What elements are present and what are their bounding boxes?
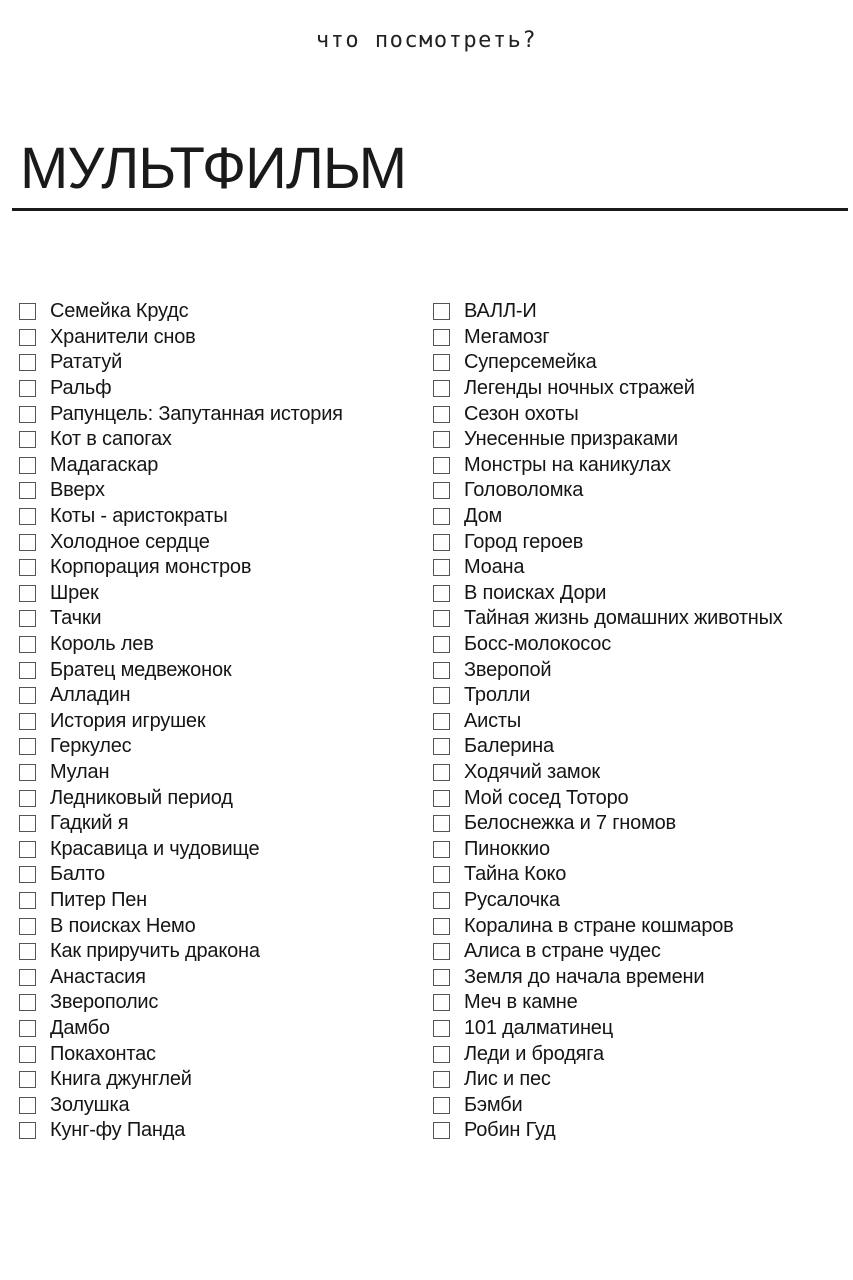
checklist-item-label: Корпорация монстров [50, 556, 252, 579]
checklist-item-label: ВАЛЛ-И [464, 300, 537, 323]
checklist-item-label: Как приручить дракона [50, 940, 260, 963]
checkbox[interactable] [433, 559, 450, 576]
checkbox[interactable] [19, 918, 36, 935]
checklist-item-label: Леди и бродяга [464, 1042, 604, 1065]
checklist-item-label: Сезон охоты [464, 402, 579, 425]
checklist-item-label: В поисках Немо [50, 914, 196, 937]
checklist-item-label: Дамбо [50, 1016, 110, 1039]
checkbox[interactable] [19, 585, 36, 602]
checklist-item[interactable] [433, 350, 783, 376]
checkbox[interactable] [433, 866, 450, 883]
checkbox[interactable] [433, 380, 450, 397]
checklist-item-label: Земля до начала времени [464, 965, 705, 988]
checkbox[interactable] [433, 815, 450, 832]
checklist-item[interactable] [433, 632, 783, 658]
checkbox[interactable] [19, 713, 36, 730]
checkbox[interactable] [433, 1097, 450, 1114]
checklist-item[interactable] [433, 913, 783, 939]
checkbox[interactable] [433, 636, 450, 653]
checklist-item-label: Покахонтас [50, 1042, 156, 1065]
checklist-item-label: Балто [50, 863, 105, 886]
checklist-item-label: Питер Пен [50, 888, 148, 911]
checkbox[interactable] [19, 610, 36, 627]
checkbox[interactable] [19, 508, 36, 525]
checkbox[interactable] [19, 764, 36, 781]
checklist-item-label: Рататуй [50, 351, 123, 374]
checkbox[interactable] [19, 431, 36, 448]
checklist-item-label: Анастасия [50, 965, 146, 988]
checklist-item-label: Ходячий замок [464, 760, 600, 783]
checkbox[interactable] [19, 994, 36, 1011]
checklist-item[interactable] [19, 581, 343, 607]
checklist-item-label: Легенды ночных стражей [464, 377, 695, 400]
checklist-item-label: Хранители снов [50, 325, 196, 348]
checkbox[interactable] [19, 687, 36, 704]
checkbox[interactable] [433, 969, 450, 986]
checklist-item[interactable] [433, 990, 783, 1016]
checklist-item[interactable] [19, 1067, 343, 1093]
checklist-item[interactable] [19, 325, 343, 351]
checklist-item-label: Алиса в стране чудес [464, 940, 661, 963]
checkbox[interactable] [433, 1122, 450, 1139]
checklist-item[interactable] [433, 760, 783, 786]
checkbox[interactable] [19, 380, 36, 397]
checklist-item[interactable] [433, 427, 783, 453]
page-subtitle: что посмотреть? [315, 28, 538, 53]
checklist-item-label: Белоснежка и 7 гномов [464, 812, 676, 835]
checklist-item[interactable] [19, 1016, 343, 1042]
checklist-item[interactable] [433, 862, 783, 888]
checklist-item[interactable] [433, 811, 783, 837]
checklist-item[interactable] [19, 504, 343, 530]
checklist-item[interactable] [433, 683, 783, 709]
checklist-item[interactable] [433, 581, 783, 607]
checklist-item-label: В поисках Дори [464, 581, 607, 604]
checkbox[interactable] [433, 610, 450, 627]
checklist-item[interactable] [19, 350, 343, 376]
checklist-item[interactable] [433, 888, 783, 914]
checklist-item-label: Лис и пес [464, 1068, 551, 1091]
checkbox[interactable] [433, 790, 450, 807]
checkbox[interactable] [19, 815, 36, 832]
checkbox[interactable] [19, 841, 36, 858]
checklist-item[interactable] [433, 325, 783, 351]
checkbox[interactable] [19, 892, 36, 909]
checklist-item-label: Балерина [464, 735, 554, 758]
checklist-item-label: Книга джунглей [50, 1068, 192, 1091]
checklist-item-label: Тачки [50, 607, 102, 630]
checklist-item[interactable] [19, 555, 343, 581]
checklist-item-label: Робин Гуд [464, 1119, 556, 1142]
checkbox[interactable] [433, 534, 450, 551]
checklist-item[interactable] [433, 606, 783, 632]
checklist-item[interactable] [19, 632, 343, 658]
checklist-item[interactable] [19, 709, 343, 735]
checkbox[interactable] [433, 482, 450, 499]
checkbox[interactable] [433, 585, 450, 602]
checklist-item[interactable] [19, 529, 343, 555]
checklist-item-label: Гадкий я [50, 812, 129, 835]
checklist-item[interactable] [433, 504, 783, 530]
checklist-item[interactable] [19, 683, 343, 709]
checklist-item[interactable] [19, 888, 343, 914]
checklist-item-label: Головоломка [464, 479, 584, 502]
checkbox[interactable] [433, 1071, 450, 1088]
checklist-item[interactable] [19, 478, 343, 504]
checklist-item[interactable] [19, 964, 343, 990]
checklist-item[interactable] [433, 529, 783, 555]
checklist-item[interactable] [433, 734, 783, 760]
checkbox[interactable] [19, 1020, 36, 1037]
checklist-item[interactable] [19, 939, 343, 965]
checklist-item-label: Семейка Крудс [50, 300, 189, 323]
checklist-item[interactable] [433, 1016, 783, 1042]
checklist-item-label: Коты - аристократы [50, 505, 228, 528]
checkbox[interactable] [19, 559, 36, 576]
checklist-item-label: Холодное сердце [50, 530, 210, 553]
checklist-item-label: Моана [464, 556, 525, 579]
checkbox[interactable] [433, 713, 450, 730]
checklist-item-label: Аисты [464, 709, 522, 732]
checkbox[interactable] [433, 1046, 450, 1063]
checkbox[interactable] [433, 508, 450, 525]
checkbox[interactable] [433, 354, 450, 371]
checklist-item-label: Мегамозг [464, 325, 550, 348]
checkbox[interactable] [433, 406, 450, 423]
checklist-item-label: Мадагаскар [50, 453, 159, 476]
checklist-item[interactable] [19, 1041, 343, 1067]
checklist-item[interactable] [433, 939, 783, 965]
checklist-item-label: Зверопой [464, 658, 552, 681]
checklist-item-label: Красавица и чудовище [50, 837, 260, 860]
checklist-item-label: Ледниковый период [50, 786, 233, 809]
checklist-item-label: Тайная жизнь домашних животных [464, 607, 783, 630]
checkbox[interactable] [19, 738, 36, 755]
checklist-item[interactable] [19, 401, 343, 427]
checklist-item[interactable] [19, 1092, 343, 1118]
checkbox[interactable] [433, 329, 450, 346]
checklist-item-label: Босс-молокосос [464, 633, 612, 656]
checkbox[interactable] [433, 892, 450, 909]
checklist-item[interactable] [19, 657, 343, 683]
checklist-item-label: 101 далматинец [464, 1016, 613, 1039]
checklist-item-label: Король лев [50, 633, 154, 656]
checklist-right-column [433, 299, 783, 1144]
checkbox[interactable] [433, 994, 450, 1011]
checklist-item[interactable] [433, 1041, 783, 1067]
checklist-item-label: Русалочка [464, 888, 560, 911]
checkbox[interactable] [19, 354, 36, 371]
checklist-item[interactable] [433, 836, 783, 862]
checklist-item-label: Мой сосед Тоторо [464, 786, 629, 809]
checklist-item[interactable] [19, 299, 343, 325]
checkbox[interactable] [19, 534, 36, 551]
checkbox[interactable] [433, 687, 450, 704]
checklist-item-label: Пиноккио [464, 837, 550, 860]
checklist-item[interactable] [433, 964, 783, 990]
checkbox[interactable] [433, 303, 450, 320]
checklist-item-label: Алладин [50, 684, 131, 707]
checklist-item[interactable] [433, 785, 783, 811]
checklist-item-label: Ральф [50, 377, 112, 400]
checkbox[interactable] [19, 1071, 36, 1088]
checklist-item[interactable] [19, 811, 343, 837]
checklist-item-label: Вверх [50, 479, 105, 502]
checkbox[interactable] [19, 1122, 36, 1139]
checklist-item[interactable] [19, 606, 343, 632]
checklist-item[interactable] [433, 376, 783, 402]
checklist-item-label: Кунг-фу Панда [50, 1119, 186, 1142]
checklist-left-column [19, 299, 343, 1144]
page-title: МУЛЬТФИЛЬМ [20, 136, 407, 201]
checklist-item[interactable] [19, 990, 343, 1016]
checkbox[interactable] [433, 943, 450, 960]
checkbox[interactable] [19, 406, 36, 423]
checkbox[interactable] [19, 636, 36, 653]
checkbox[interactable] [433, 918, 450, 935]
checklist-item-label: Геркулес [50, 735, 132, 758]
checklist-item-label: Город героев [464, 530, 584, 553]
checkbox[interactable] [19, 329, 36, 346]
checkbox[interactable] [433, 662, 450, 679]
checklist-item[interactable] [19, 453, 343, 479]
checklist-item[interactable] [433, 453, 783, 479]
checklist-item[interactable] [433, 555, 783, 581]
checklist-item[interactable] [433, 657, 783, 683]
checkbox[interactable] [19, 457, 36, 474]
checklist-item-label: История игрушек [50, 709, 206, 732]
checklist-item[interactable] [433, 401, 783, 427]
checklist-item[interactable] [19, 862, 343, 888]
checkbox[interactable] [19, 866, 36, 883]
checkbox[interactable] [19, 662, 36, 679]
checklist-item[interactable] [19, 836, 343, 862]
checklist-item-label: Золушка [50, 1093, 130, 1116]
checkbox[interactable] [19, 943, 36, 960]
checklist-item[interactable] [19, 1118, 343, 1144]
checklist-item[interactable] [433, 299, 783, 325]
checklist-item-label: Коралина в стране кошмаров [464, 914, 734, 937]
checklist-item-label: Мулан [50, 760, 110, 783]
checklist-item-label: Братец медвежонок [50, 658, 232, 681]
checkbox[interactable] [19, 482, 36, 499]
checklist-item[interactable] [19, 785, 343, 811]
checkbox[interactable] [433, 1020, 450, 1037]
checklist-item[interactable] [19, 734, 343, 760]
checklist-item-label: Шрек [50, 581, 99, 604]
checkbox[interactable] [19, 303, 36, 320]
checkbox[interactable] [433, 431, 450, 448]
checkbox[interactable] [433, 738, 450, 755]
checklist-item-label: Кот в сапогах [50, 428, 172, 451]
checklist-item-label: Тролли [464, 684, 531, 707]
checklist-item-label: Бэмби [464, 1093, 523, 1116]
checklist-item[interactable] [19, 913, 343, 939]
checkbox[interactable] [19, 790, 36, 807]
checklist-item-label: Зверополис [50, 991, 159, 1014]
checkbox[interactable] [19, 1046, 36, 1063]
checklist-item-label: Дом [464, 505, 503, 528]
checklist-item-label: Рапунцель: Запутанная история [50, 402, 343, 425]
checkbox[interactable] [19, 969, 36, 986]
checklist-item[interactable] [19, 427, 343, 453]
checkbox[interactable] [433, 457, 450, 474]
checklist-item-label: Унесенные призраками [464, 428, 679, 451]
checklist-item-label: Монстры на каникулах [464, 453, 671, 476]
checklist-item[interactable] [433, 709, 783, 735]
checklist-item-label: Меч в камне [464, 991, 578, 1014]
checklist-item[interactable] [433, 1092, 783, 1118]
checkbox[interactable] [433, 841, 450, 858]
checkbox[interactable] [433, 764, 450, 781]
checklist-item-label: Суперсемейка [464, 351, 597, 374]
checklist-item[interactable] [19, 760, 343, 786]
checklist-item[interactable] [433, 1118, 783, 1144]
checklist-item[interactable] [433, 478, 783, 504]
checklist-item-label: Тайна Коко [464, 863, 567, 886]
checklist-item[interactable] [19, 376, 343, 402]
checkbox[interactable] [19, 1097, 36, 1114]
title-divider [12, 208, 848, 211]
checklist-item[interactable] [433, 1067, 783, 1093]
